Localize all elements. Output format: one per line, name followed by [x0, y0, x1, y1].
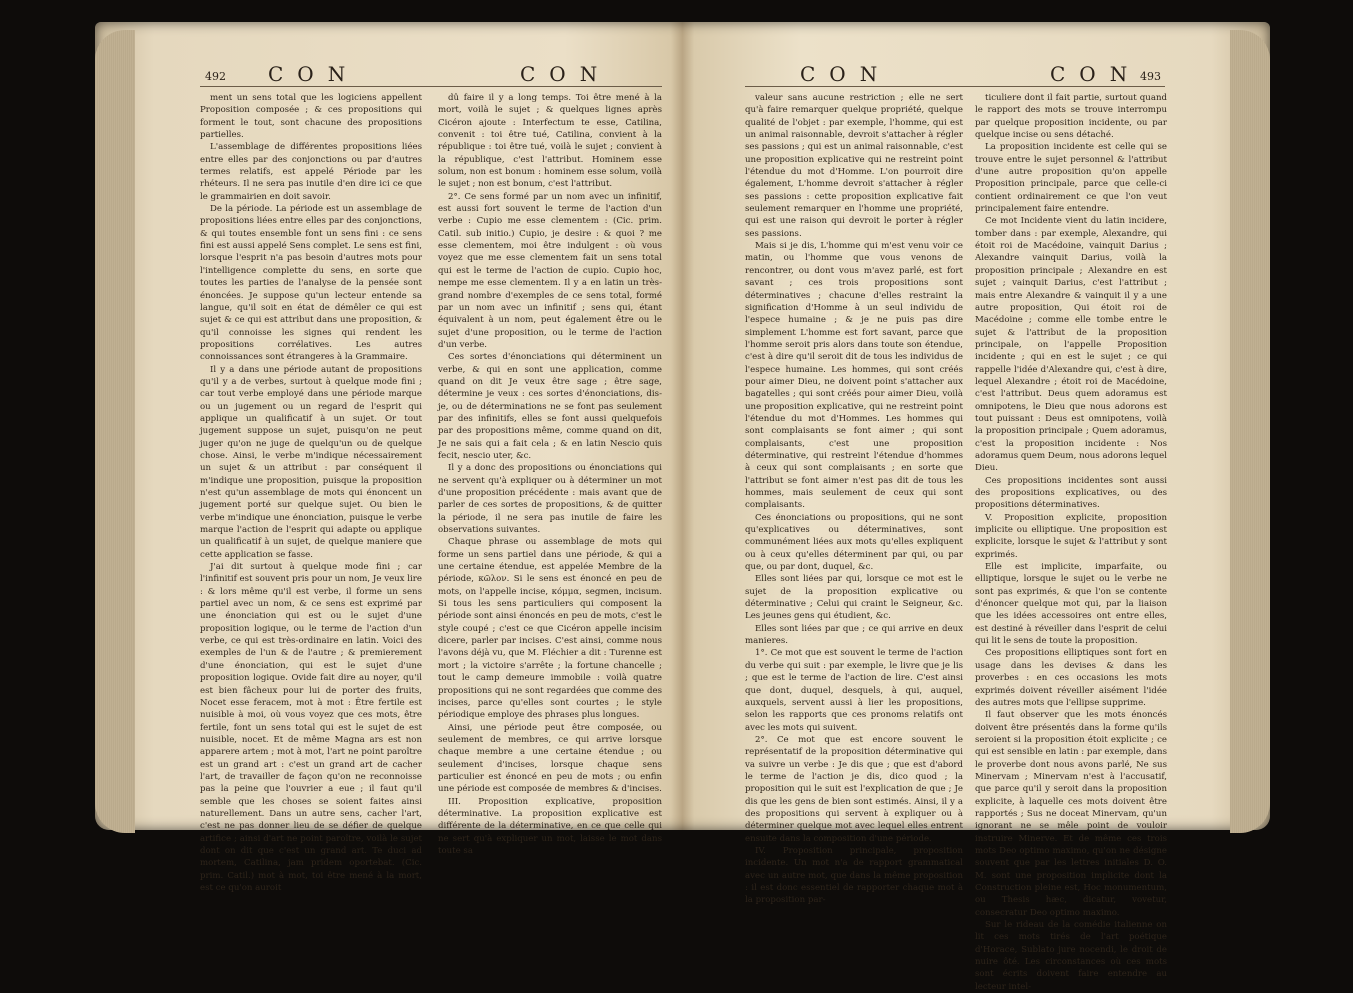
paragraph: L'assemblage de différentes propositions liées entre elles par des conjonctions ou par d'autres termes relatifs, est appelé Période par les rhéteurs. Il ne sera pas inutile d'en dire ici ce que le grammairien en doit savoir. [200, 142, 422, 202]
left-header-rule [200, 86, 662, 87]
paragraph: Ces sortes d'énonciations qui déterminent un verbe, & qui en sont une application, comme quand on dit Je veux être sage ; être sage, détermine je veux : ces sortes d'énonciations, dis-je, ou de déterminations ne se font pas seulement par des infinitifs, elles se font aussi quelquefois par des propositions même, comme quand on dit, Je ne sais qui a fait cela ; & en latin Nescio quis fecit, nescio uter, &c. [438, 352, 662, 461]
right-page-column-2 [975, 92, 1167, 992]
paragraph: Mais si je dis, L'homme qui m'est venu voir ce matin, ou l'homme que vous venons de rencontrer, ou dont vous m'avez parlé, est fort savant ; ces trois propositions sont déterminatives ; chacune d'elles restraint la signification d'Homme à un seul individu de l'espece humaine ; & je ne puis pas dire simplement L'homme est fort savant, parce que l'homme seroit pris alors dans toute son étendue, c'est à dire qu'il seroit dit de tous les individus de l'espece humaine. Les hommes, qui sont créés pour aimer Dieu, ne doivent point s'attacher aux bagatelles ; qui sont créés pour aimer Dieu, voilà une proposition explicative, qui ne restreint point l'étendue du mot d'Hommes. Les hommes qui sont complaisants se font aimer ; qui sont complaisants, c'est une proposition déterminative, qui restreint l'étendue d'hommes à ceux qui sont complaisants ; en sorte que l'attribut se font aimer n'est pas dit de tous les hommes, mais seulement de ceux qui sont complaisants. [745, 241, 963, 511]
left-page-edges [95, 30, 135, 833]
left-page-number: 492 [205, 70, 226, 83]
paragraph: Elle est implicite, imparfaite, ou elliptique, lorsque le sujet ou le verbe ne sont pas exprimés, & que l'on se contente d'énoncer quelque mot qui, par la liaison que les idées accessoires ont entre elles, est destiné à réveiller dans l'esprit de celui qui lit le sens de toute la proposition. [975, 562, 1167, 647]
paragraph: ment un sens total que les logiciens appellent Proposition composée ; & ces propositions qui forment le tout, sont chacune des propositions partielles. [200, 93, 422, 141]
right-page-edges [1230, 30, 1270, 833]
paragraph: Il faut observer que les mots énoncés doivent être présentés dans la forme qu'ils seroient si la proposition étoit explicite ; ce qui est sensible en latin : par exemple, dans le proverbe dont nous avons parlé, Ne sus Minervam ; Minervam n'est à l'accusatif, que parce qu'il y seroit dans la proposition explicite, à laquelle ces mots doivent être rapportés ; Sus ne doceat Minervam, qu'un ignorant ne se mêle point de vouloir instruire Minerve. Et de même ces trois mots Deo optimo maximo, qu'on ne désigne souvent que par les lettres initiales D. O. M. sont une proposition implicite dont la Construction pleine est, Hoc monumentum, ou Thesis hæc, dicatur, vovetur, consecratur Deo optimo maximo. [975, 710, 1167, 918]
left-running-head-left: CON [268, 62, 360, 86]
paragraph: IV. Proposition principale, proposition incidente. Un mot n'a de rapport grammatical avec un autre mot, que dans la même proposition : il est donc essentiel de rapporter chaque mot à la proposition par- [745, 845, 963, 906]
paragraph: V. Proposition explicite, proposition implicite ou elliptique. Une proposition est explicite, lorsque le sujet & l'attribut y sont exprimés. [975, 512, 1167, 560]
paragraph: Elles sont liées par qui, lorsque ce mot est le sujet de la proposition explicative ou déterminative ; Celui qui craint le Seigneur, &c. Les jeunes gens qui étudient, &c. [745, 574, 963, 622]
right-running-head-right: CON [1050, 62, 1142, 86]
right-running-head-left: CON [800, 62, 892, 86]
paragraph: J'ai dit surtout à quelque mode fini ; car l'infinitif est souvent pris pour un nom, Je veux lire : & lors même qu'il est verbe, il forme un sens partiel avec un nom, & ce sens est exprimé par une énonciation qui est ou le sujet d'une proposition logique, ou le terme de l'action d'un verbe, ce qui est très-ordinaire en latin. Voici des exemples de l'un & de l'autre ; & premierement d'une énonciation, qui est le sujet d'une proposition logique. Ovide fait dire au noyer, qu'il est bien fâcheux pour lui de porter des fruits, Nocet esse feracem, mot à mot : Être fertile est nuisible à moi, où vous voyez que ces mots, être fertile, font un sens total qui est le sujet de est nuisible, nocet. Et de même Magna ars est non apparere artem ; mot à mot, l'art ne point paroître est un grand art : c'est un grand art de cacher l'art, de travailler de façon qu'on ne reconnoisse pas la peine que l'ouvrier a eue ; il faut qu'il semble que les choses se soient faites ainsi naturellement. Dans un autre sens, cacher l'art, c'est ne pas donner lieu de se défier de quelque artifice ; ainsi d'art ne point paroître, voilà le sujet dont on dit que c'est un grand art. Te duci ad mortem, Catilina, jam pridem oportebat. (Cic. prim. Catil.) mot à mot, toi être mené à la mort, est ce qu'on auroit [200, 562, 422, 893]
paragraph: Elles sont liées par que ; ce qui arrive en deux manieres. [745, 623, 963, 647]
paragraph: Ces énonciations ou propositions, qui ne sont qu'explicatives ou déterminatives, sont communément liées aux mots qu'elles expliquent ou à ceux qu'elles déterminent par qui, ou par que, ou par dont, duquel, &c. [745, 512, 963, 573]
paragraph: Ces propositions incidentes sont aussi des propositions explicatives, ou des propositions déterminatives. [975, 475, 1167, 511]
paragraph: 2°. Ce mot que est encore souvent le représentatif de la proposition déterminative qui va suivre un verbe : Je dis que ; que est d'abord le terme de l'action je dis, dico quod ; la proposition qui le suit est l'explication de que ; Je dis que les gens de bien sont estimés. Ainsi, il y a des propositions qui servent à expliquer ou à déterminer quelque mot avec lequel elles entrent ensuite dans la composition d'une période. [745, 734, 963, 844]
paragraph: Il y a dans une période autant de propositions qu'il y a de verbes, surtout à quelque mode fini ; car tout verbe employé dans une période marque ou un jugement ou un regard de l'esprit qui applique un qualificatif à un sujet. Or tout jugement suppose un sujet, puisqu'on ne peut juger qu'on ne juge de quelqu'un ou de quelque chose. Ainsi, le verbe m'indique nécessairement un sujet & un attribut : par conséquent il m'indique une proposition, puisque la proposition n'est qu'un assemblage de mots qui énoncent un jugement porté sur quelque sujet. Ou bien le verbe m'indique une énonciation, puisque le verbe marque l'action de l'esprit qui adapte ou applique un qualificatif à un sujet, de quelque maniere que cette application se fasse. [200, 364, 422, 560]
paragraph: dû faire il y a long temps. Toi être mené à la mort, voilà le sujet ; & quelques lignes après Cicéron ajoute : Interfectum te esse, Catilina, convenit : toi être tué, Catilina, convient à la république : toi être tué, voilà le sujet ; convient à la république, c'est l'attribut. Hominem esse solum, non est bonum : hominem esse solum, voilà le sujet ; non est bonum, c'est l'attribut. [438, 93, 662, 190]
paragraph: Ce mot Incidente vient du latin incidere, tomber dans : par exemple, Alexandre, qui étoit roi de Macédoine, vainquit Darius ; Alexandre vainquit Darius, voilà la proposition principale ; Alexandre en est sujet ; vainquit Darius, c'est l'attribut ; mais entre Alexandre & vainquit il y a une autre proposition, Qui étoit roi de Macédoine ; comme elle tombe entre le sujet & l'attribut de la proposition principale, on l'appelle Proposition incidente ; qui en est le sujet ; ce qui rappelle l'idée d'Alexandre qui, c'est à dire, lequel Alexandre ; étoit roi de Macédoine, c'est l'attribut. Deus quem adoramus est omnipotens, le Dieu que nous adorons est tout puissant : Deus est omnipotens, voilà la proposition principale ; Quem adoramus, c'est la proposition incidente : Nos adoramus quem Deum, nous adorons lequel Dieu. [975, 216, 1167, 474]
paragraph: Ces propositions elliptiques sont fort en usage dans les devises & dans les proverbes : en ces occasions les mots exprimés doivent réveiller aisément l'idée des autres mots que l'ellipse supprime. [975, 648, 1167, 708]
paragraph: Chaque phrase ou assemblage de mots qui forme un sens partiel dans une période, & qui a une certaine étendue, est appelée Membre de la période, κῶλον. Si le sens est énoncé en peu de mots, on l'appelle incise, κόμμα, segmen, incisum. Si tous les sens particuliers qui composent la période sont ainsi énoncés en peu de mots, c'est le style coupé ; c'est ce que Cicéron appelle incisim dicere, parler par incises. C'est ainsi, comme nous l'avons déjà vu, que M. Fléchier a dit : Turenne est mort ; la victoire s'arrête ; la fortune chancelle ; tout le camp demeure immobile : voilà quatre propositions qui ne sont regardées que comme des incises, parce qu'elles sont courtes ; le style périodique employe des phrases plus longues. [438, 537, 662, 721]
right-page-number: 493 [1140, 70, 1161, 83]
left-page-column-1 [200, 92, 422, 893]
paragraph: valeur sans aucune restriction ; elle ne sert qu'à faire remarquer quelque propriété, quelque qualité de l'objet : par exemple, l'homme, qui est un animal raisonnable, devroit s'attacher à régler ses passions ; qui est un animal raisonnable, c'est une proposition explicative qui ne restreint point l'étendue du mot d'Homme. L'on pourroit dire également, L'homme devroit s'attacher à régler ses passions : cette proposition explicative fait seulement remarquer en l'homme une propriété, qui est une raison qui devroit le porter à régler ses passions. [745, 93, 963, 239]
paragraph: 2°. Ce sens formé par un nom avec un infinitif, est aussi fort souvent le terme de l'action d'un verbe : Cupio me esse clementem : (Cic. prim. Catil. sub initio.) Cupio, je desire : & quoi ? me esse clementem, moi être indulgent : où vous voyez que me esse clementem fait un sens total qui est le terme de l'action de cupio. Cupio hoc, nempe me esse clementem. Il y a en latin un très-grand nombre d'exemples de ce sens total, formé par un nom avec un infinitif ; sens qui, étant équivalent à un nom, peut également être ou le sujet d'une proposition, ou le terme de l'action d'un verbe. [438, 191, 662, 350]
paragraph: III. Proposition explicative, proposition déterminative. La proposition explicative est différente de la déterminative, en ce que celle qui ne sert qu'à expliquer un mot, laisse le mot dans toute sa [438, 796, 662, 856]
paragraph: Ainsi, une période peut être composée, ou seulement de membres, ce qui arrive lorsque chaque membre a une certaine étendue ; ou seulement d'incises, lorsque chaque sens particulier est énoncé en peu de mots ; ou enfin une période est composée de membres & d'incises. [438, 722, 662, 795]
paragraph: 1°. Ce mot que est souvent le terme de l'action du verbe qui suit : par exemple, le livre que je lis ; que est le terme de l'action de lire. C'est ainsi que dont, duquel, desquels, à qui, auquel, auxquels, servent aussi à lier les propositions, selon les rapports que ces pronoms relatifs ont avec les mots qui suivent. [745, 648, 963, 733]
paragraph: Il y a donc des propositions ou énonciations qui ne servent qu'à expliquer ou à déterminer un mot d'une proposition précédente : mais avant que de parler de ces sortes de propositions, & de quitter la période, il ne sera pas inutile de faire les observations suivantes. [438, 463, 662, 536]
paragraph: Sur le rideau de la comédie italienne on lit ces mots tirés de l'art poétique d'Horace, Sublato jure nocendi, le droit de nuire ôté. Les circonstances où ces mots sont écrits doivent faire entendre au lecteur intel- [975, 920, 1167, 992]
left-page-column-2 [438, 92, 662, 856]
paragraph: ticuliere dont il fait partie, surtout quand le rapport des mots se trouve interrompu par quelque proposition incidente, ou par quelque incise ou sens détaché. [975, 93, 1167, 141]
right-page-column-1 [745, 92, 963, 906]
paragraph: La proposition incidente est celle qui se trouve entre le sujet personnel & l'attribut d'une autre proposition qu'on appelle Proposition principale, parce que celle-ci contient ordinairement ce que l'on veut principalement faire entendre. [975, 142, 1167, 215]
left-running-head-right: CON [520, 62, 612, 86]
paragraph: De la période. La période est un assemblage de propositions liées entre elles par des conjonctions, & qui toutes ensemble font un sens fini : ce sens fini est aussi appelé Sens complet. Le sens est fini, lorsque l'esprit n'a pas besoin d'autres mots pour l'intelligence complette du sens, en sorte que toutes les parties de l'analyse de la pensée sont énoncées. Je suppose qu'un lecteur entende sa langue, qu'il soit en état de démêler ce qui est sujet & ce qui est attribut dans une proposition, & qu'il connoisse les signes qui rendent les propositions corrélatives. Les autres connoissances sont étrangeres à la Grammaire. [200, 204, 422, 363]
right-header-rule [745, 86, 1165, 87]
